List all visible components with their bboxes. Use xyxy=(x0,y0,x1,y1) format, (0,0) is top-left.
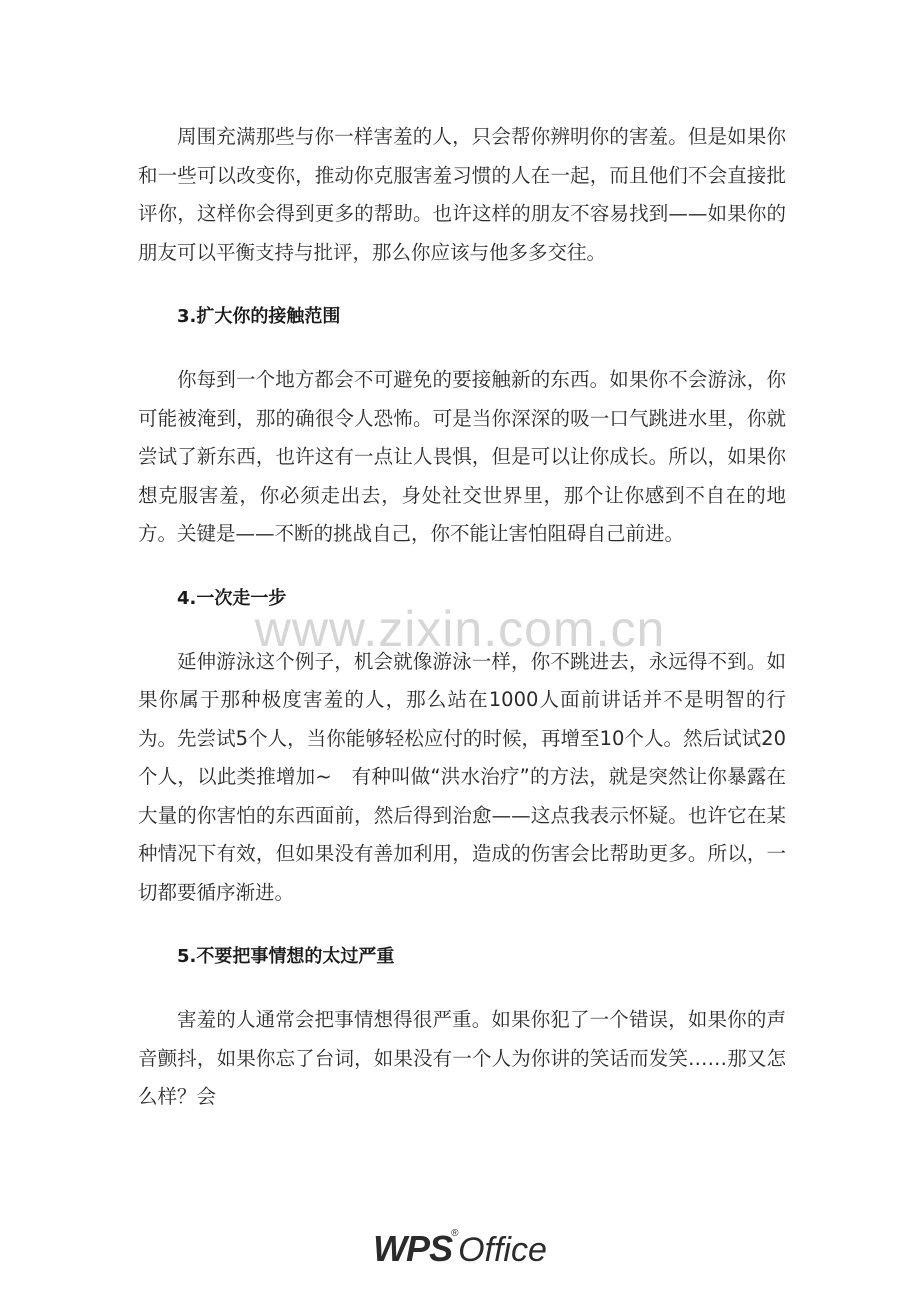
paragraph-one-step: 延伸游泳这个例子，机会就像游泳一样，你不跳进去，永远得不到。如果你属于那种极度害羞的人，那么站在1000人面前讲话并不是明智的行为。先尝试5个人，当你能够轻松应付的时候，再增至10个人。然后试试20个人，以此类推增加~ 有种叫做“洪水治疗”的方法，就是突然让你暴露在大量的你害怕的东西面前，然后得到治愈——这点我表示怀疑。也许它在某种情况下有效，但如果没有善加利用，造成的伤害会比帮助更多。所以，一切都要循序渐进。 xyxy=(138,649,786,904)
logo-wps-text: WPS xyxy=(373,1228,453,1269)
section-heading-4: 4.一次走一步 xyxy=(177,587,287,609)
watermark-text: www.zixin.com.cn xyxy=(254,601,666,657)
section-heading-5: 5.不要把事情想的太过严重 xyxy=(177,946,395,967)
paragraph-not-serious: 害羞的人通常会把事情想得很严重。如果你犯了一个错误，如果你的声音颤抖，如果你忘了台词，如果没有一个人为你讲的笑话而发笑……那又怎么样？会 xyxy=(138,1008,786,1108)
wps-office-logo xyxy=(0,1228,920,1270)
paragraph-surroundings: 周围充满那些与你一样害羞的人，只会帮你辨明你的害羞。但是如果你和一些可以改变你，推动你克服害羞习惯的人在一起，而且他们不会直接批评你，这样你会得到更多的帮助。也许这样的朋友不容易找到——如果你的朋友可以平衡支持与批评，那么你应该与他多多交往。 xyxy=(138,125,786,264)
document-page xyxy=(138,118,786,1117)
paragraph-expand-contact: 你每到一个地方都会不可避免的要接触新的东西。如果你不会游泳，你可能被淹到，那的确很令人恐怖。可是当你深深的吸一口气跳进水里，你就尝试了新东西，也许这有一点让人畏惧，但是可以让你成长。所以，如果你想克服害羞，你必须走出去，身处社交世界里，那个让你感到不自在的地方。关键是——不断的挑战自己，你不能让害怕阻碍自己前进。 xyxy=(138,368,786,545)
logo-registered-mark: ® xyxy=(451,1228,459,1239)
logo-office-text: Office xyxy=(458,1231,547,1269)
section-heading-3: 3.扩大你的接触范围 xyxy=(177,306,341,327)
